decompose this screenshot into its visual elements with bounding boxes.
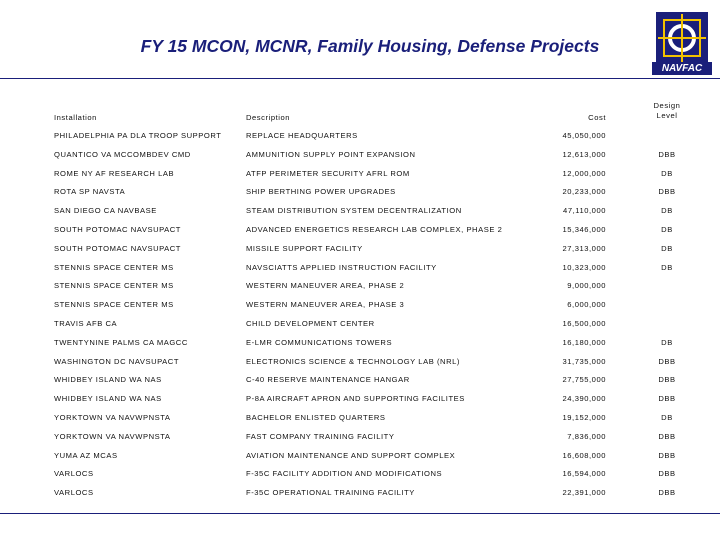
table-cell-description: F-35C OPERATIONAL TRAINING FACILITY <box>246 488 415 497</box>
table-cell-installation: SOUTH POTOMAC NAVSUPACT <box>54 225 181 234</box>
table-cell-design: DB <box>661 225 673 234</box>
table-cell-installation: YORKTOWN VA NAVWPNSTA <box>54 432 171 441</box>
table-cell-description: C-40 RESERVE MAINTENANCE HANGAR <box>246 375 410 384</box>
table-cell-description: F-35C FACILITY ADDITION AND MODIFICATIONS <box>246 469 443 478</box>
table-cell-installation: ROME NY AF RESEARCH LAB <box>54 169 175 178</box>
footer-divider <box>0 513 720 514</box>
table-cell-design: DB <box>661 206 673 215</box>
table-cell-cost: 31,735,000 <box>562 357 606 366</box>
table-cell-design: DBB <box>658 469 676 478</box>
table-cell-installation: YUMA AZ MCAS <box>54 451 118 460</box>
table-cell-installation: STENNIS SPACE CENTER MS <box>54 281 174 290</box>
table-cell-design: DB <box>661 263 673 272</box>
table-cell-installation: SAN DIEGO CA NAVBASE <box>54 206 157 215</box>
table-cell-cost: 22,391,000 <box>562 488 606 497</box>
table-cell-description: AVIATION MAINTENANCE AND SUPPORT COMPLEX <box>246 451 456 460</box>
page-title: FY 15 MCON, MCNR, Family Housing, Defense Projects <box>140 36 600 56</box>
table-cell-installation: PHILADELPHIA PA DLA TROOP SUPPORT <box>54 131 222 140</box>
table-cell-cost: 24,390,000 <box>562 394 606 403</box>
table-cell-installation: VARLOCS <box>54 488 94 497</box>
table-cell-installation: VARLOCS <box>54 469 94 478</box>
design-header-line1: Design <box>653 101 681 110</box>
table-cell-cost: 19,152,000 <box>562 413 606 422</box>
table-cell-description: WESTERN MANEUVER AREA, PHASE 2 <box>246 281 405 290</box>
table-cell-description: ELECTRONICS SCIENCE & TECHNOLOGY LAB (NRL) <box>246 357 460 366</box>
table-cell-cost: 10,323,000 <box>562 263 606 272</box>
table-cell-cost: 45,050,000 <box>562 131 606 140</box>
table-cell-cost: 27,755,000 <box>562 375 606 384</box>
table-cell-design: DBB <box>658 357 676 366</box>
table-cell-cost: 20,233,000 <box>562 187 606 196</box>
table-cell-installation: WASHINGTON DC NAVSUPACT <box>54 357 180 366</box>
table-cell-design: DBB <box>658 451 676 460</box>
table-cell-description: WESTERN MANEUVER AREA, PHASE 3 <box>246 300 405 309</box>
table-cell-description: AMMUNITION SUPPLY POINT EXPANSION <box>246 150 416 159</box>
table-cell-cost: 9,000,000 <box>567 281 606 290</box>
column-header-design-level <box>636 101 698 121</box>
table-cell-design: DB <box>661 169 673 178</box>
table-cell-installation: STENNIS SPACE CENTER MS <box>54 300 174 309</box>
table-cell-cost: 12,000,000 <box>562 169 606 178</box>
table-cell-installation: QUANTICO VA MCCOMBDEV CMD <box>54 150 191 159</box>
table-cell-description: NAVSCIATTS APPLIED INSTRUCTION FACILITY <box>246 263 437 272</box>
table-cell-description: REPLACE HEADQUARTERS <box>246 131 358 140</box>
table-cell-design: DBB <box>658 375 676 384</box>
table-cell-installation: SOUTH POTOMAC NAVSUPACT <box>54 244 181 253</box>
column-header-installation: Installation <box>54 113 97 122</box>
table-cell-design: DB <box>661 413 673 422</box>
table-cell-cost: 15,346,000 <box>562 225 606 234</box>
table-cell-design: DB <box>661 338 673 347</box>
table-cell-design: DBB <box>658 432 676 441</box>
table-cell-cost: 16,500,000 <box>562 319 606 328</box>
table-cell-installation: TWENTYNINE PALMS CA MAGCC <box>54 338 188 347</box>
column-header-cost: Cost <box>588 113 606 122</box>
table-cell-description: FAST COMPANY TRAINING FACILITY <box>246 432 395 441</box>
table-cell-description: E-LMR COMMUNICATIONS TOWERS <box>246 338 393 347</box>
table-cell-design: DBB <box>658 394 676 403</box>
logo-caption: NAVFAC <box>661 63 703 74</box>
table-cell-design: DBB <box>658 150 676 159</box>
table-cell-cost: 12,613,000 <box>562 150 606 159</box>
table-cell-cost: 16,594,000 <box>562 469 606 478</box>
table-cell-installation: STENNIS SPACE CENTER MS <box>54 263 174 272</box>
table-cell-installation: YORKTOWN VA NAVWPNSTA <box>54 413 171 422</box>
table-cell-design: DBB <box>658 488 676 497</box>
table-cell-cost: 6,000,000 <box>567 300 606 309</box>
table-cell-description: MISSILE SUPPORT FACILITY <box>246 244 363 253</box>
table-cell-cost: 7,836,000 <box>567 432 606 441</box>
table-cell-description: STEAM DISTRIBUTION SYSTEM DECENTRALIZATION <box>246 206 462 215</box>
table-cell-cost: 47,110,000 <box>563 206 606 215</box>
table-cell-installation: TRAVIS AFB CA <box>54 319 118 328</box>
table-cell-cost: 27,313,000 <box>562 244 606 253</box>
table-cell-description: BACHELOR ENLISTED QUARTERS <box>246 413 386 422</box>
table-cell-description: CHILD DEVELOPMENT CENTER <box>246 319 375 328</box>
table-cell-description: ADVANCED ENERGETICS RESEARCH LAB COMPLEX, PHASE 2 <box>246 225 503 234</box>
design-header-line2: Level <box>656 111 678 120</box>
column-header-description: Description <box>246 113 291 122</box>
table-cell-design: DBB <box>658 187 676 196</box>
table-cell-installation: ROTA SP NAVSTA <box>54 187 126 196</box>
table-cell-installation: WHIDBEY ISLAND WA NAS <box>54 375 162 384</box>
table-cell-description: ATFP PERIMETER SECURITY AFRL ROM <box>246 169 410 178</box>
table-cell-cost: 16,608,000 <box>562 451 606 460</box>
table-cell-cost: 16,180,000 <box>562 338 606 347</box>
header-divider <box>0 78 720 79</box>
table-cell-design: DB <box>661 244 673 253</box>
table-cell-description: P-8A AIRCRAFT APRON AND SUPPORTING FACILITES <box>246 394 465 403</box>
table-cell-description: SHIP BERTHING POWER UPGRADES <box>246 187 396 196</box>
table-cell-installation: WHIDBEY ISLAND WA NAS <box>54 394 162 403</box>
